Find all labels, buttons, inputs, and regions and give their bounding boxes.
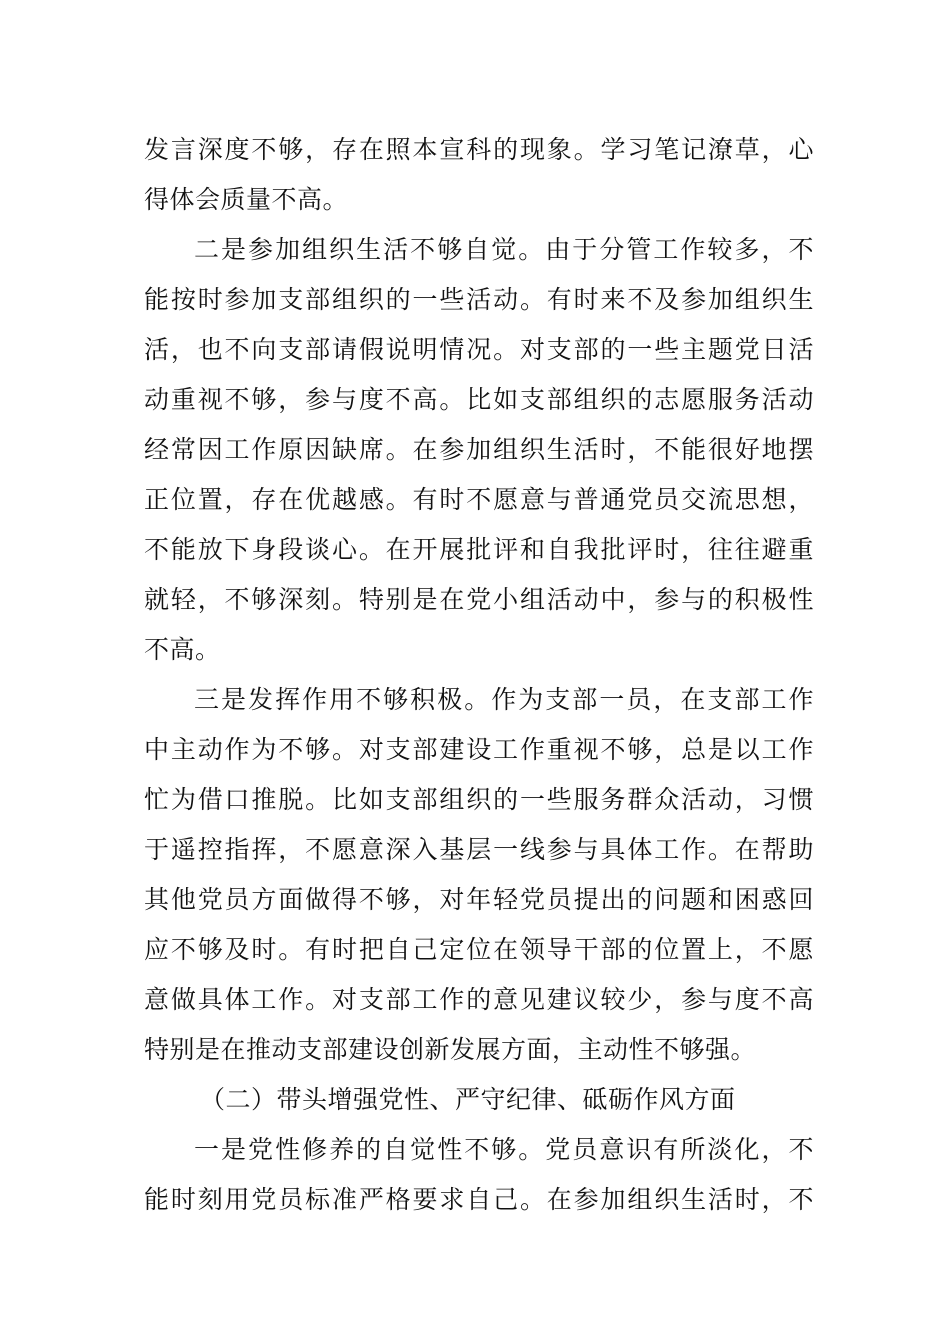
text-line: 正位置，存在优越感。有时不愿意与普通党员交流思想， (144, 485, 814, 514)
text-line: 特别是在推动支部建设创新发展方面，主动性不够强。 (144, 1035, 757, 1064)
text-line: 意做具体工作。对支部工作的意见建议较少，参与度不高 (144, 985, 814, 1014)
text-line: 忙为借口推脱。比如支部组织的一些服务群众活动，习惯 (144, 785, 814, 814)
text-line: 能按时参加支部组织的一些活动。有时来不及参加组织生 (144, 285, 814, 314)
text-line: 应不够及时。有时把自己定位在领导干部的位置上，不愿 (144, 935, 814, 964)
text-line: 活，也不向支部请假说明情况。对支部的一些主题党日活 (144, 335, 814, 364)
text-line: 动重视不够，参与度不高。比如支部组织的志愿服务活动 (144, 385, 814, 414)
text-line: 经常因工作原因缺席。在参加组织生活时，不能很好地摆 (144, 435, 814, 464)
text-line: 于遥控指挥，不愿意深入基层一线参与具体工作。在帮助 (144, 835, 814, 864)
text-line: 发言深度不够，存在照本宣科的现象。学习笔记潦草，心 (144, 135, 814, 164)
text-line: 一是党性修养的自觉性不够。党员意识有所淡化，不 (194, 1135, 814, 1164)
text-line: 得体会质量不高。 (144, 185, 349, 214)
text-line: 不高。 (144, 635, 221, 664)
text-line: 就轻，不够深刻。特别是在党小组活动中，参与的积极性 (144, 585, 814, 614)
text-line: 三是发挥作用不够积极。作为支部一员，在支部工作 (194, 685, 814, 714)
text-line: 其他党员方面做得不够，对年轻党员提出的问题和困惑回 (144, 885, 814, 914)
text-line: 中主动作为不够。对支部建设工作重视不够，总是以工作 (144, 735, 814, 764)
section-heading: （二）带头增强党性、严守纪律、砥砺作风方面 (200, 1085, 736, 1114)
text-line: 不能放下身段谈心。在开展批评和自我批评时，往往避重 (144, 535, 814, 564)
text-line: 能时刻用党员标准严格要求自己。在参加组织生活时，不 (144, 1185, 814, 1214)
text-line: 二是参加组织生活不够自觉。由于分管工作较多，不 (194, 235, 814, 264)
